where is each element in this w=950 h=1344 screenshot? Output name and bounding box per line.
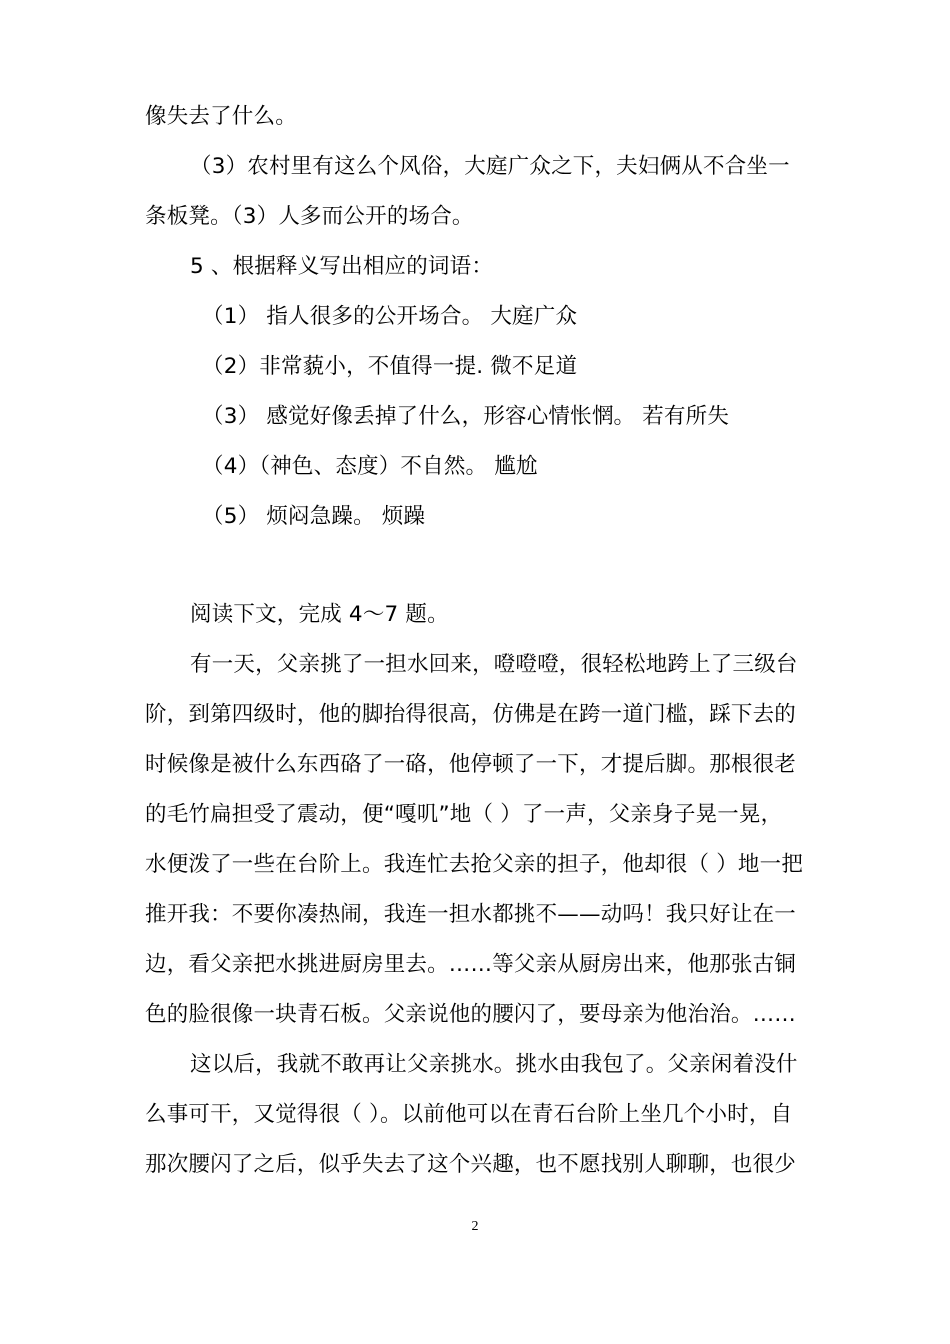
text-line: 推开我：不要你凑热闹，我连一担水都挑不——动吗！我只好让在一	[145, 902, 797, 927]
text-line: 条板凳。（3）人多而公开的场合。	[145, 204, 474, 229]
text-line: （3） 感觉好像丢掉了什么，形容心情怅惘。 若有所失	[202, 404, 730, 429]
page-number: 2	[471, 1219, 479, 1234]
text-line: （3）农村里有这么个风俗，大庭广众之下，夫妇俩从不合坐一	[190, 154, 790, 179]
text-line: 么事可干，又觉得很（ ）。以前他可以在青石台阶上坐几个小时，自	[145, 1102, 793, 1127]
text-line: 阅读下文，完成 4～7 题。	[190, 602, 449, 627]
text-line: 那次腰闪了之后，似乎失去了这个兴趣，也不愿找别人聊聊，也很少	[145, 1152, 797, 1177]
text-line: 边，看父亲把水挑进厨房里去。……等父亲从厨房出来，他那张古铜	[145, 952, 797, 977]
text-line: 有一天，父亲挑了一担水回来，噔噔噔，很轻松地跨上了三级台	[190, 652, 798, 677]
text-line: 5 、根据释义写出相应的词语：	[190, 254, 494, 279]
text-line: 这以后，我就不敢再让父亲挑水。挑水由我包了。父亲闲着没什	[190, 1052, 798, 1077]
text-line: 的毛竹扁担受了震动，便“嘎叽”地（ ）了一声，父亲身子晃一晃，	[145, 802, 783, 827]
text-line: 像失去了什么。	[145, 104, 297, 129]
text-line: 水便泼了一些在台阶上。我连忙去抢父亲的担子，他却很（ ）地一把	[145, 852, 804, 877]
text-line: （5） 烦闷急躁。 烦躁	[202, 504, 426, 529]
text-line: 色的脸很像一块青石板。父亲说他的腰闪了，要母亲为他治治。……	[145, 1002, 797, 1027]
text-line: （2）非常藐小，不值得一提. 微不足道	[202, 354, 578, 379]
text-line: （1） 指人很多的公开场合。 大庭广众	[202, 304, 578, 329]
text-line: 阶，到第四级时，他的脚抬得很高，仿佛是在跨一道门槛，踩下去的	[145, 702, 797, 727]
text-line: （4）（神色、态度）不自然。 尴尬	[202, 454, 538, 479]
text-line: 时候像是被什么东西硌了一硌，他停顿了一下，才提后脚。那根很老	[145, 752, 797, 777]
